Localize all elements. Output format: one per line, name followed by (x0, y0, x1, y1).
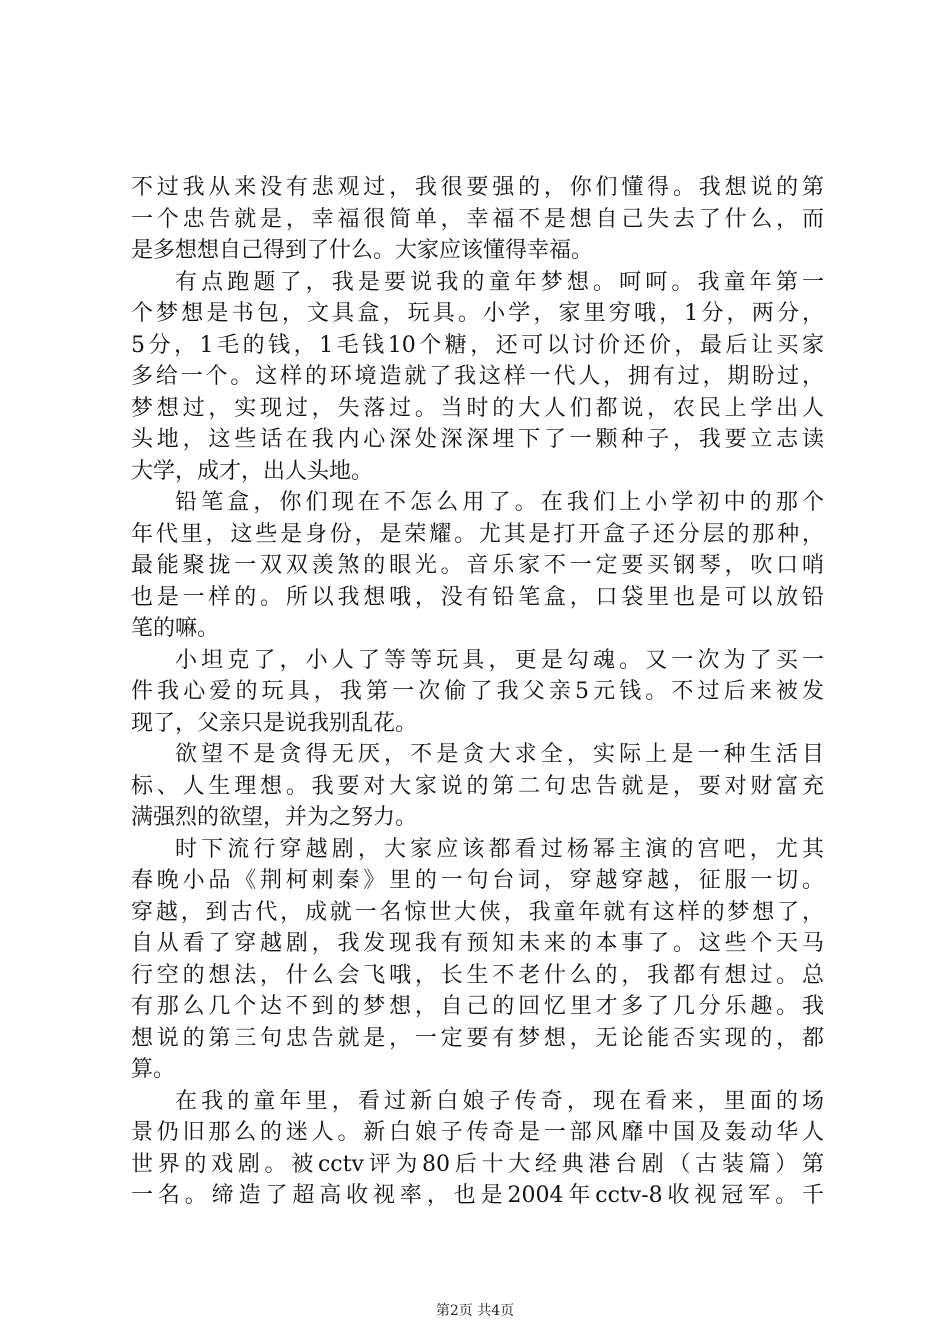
body-text (131, 172, 824, 1212)
text-line: 现了，父亲只是说我别乱花。 (131, 710, 418, 736)
text-line: 满强烈的欲望，并为之努力。 (131, 805, 418, 830)
text-line: 最能聚拢一双双羡煞的眼光。音乐家不一定要买钢琴，吹口哨 (131, 553, 824, 578)
text-line: 年代里，这些是身份，是荣耀。尤其是打开盒子还分层的那种， (131, 521, 824, 547)
text-line: 也是一样的。所以我想哦，没有铅笔盒，口袋里也是可以放铅 (131, 584, 824, 610)
page-footer (0, 1302, 950, 1320)
text-line: 个梦想是书包，文具盒，玩具。小学，家里穷哦，1分，两分， (131, 301, 824, 326)
text-line: 在我的童年里，看过新白娘子传奇，现在看来，里面的场 (175, 1088, 824, 1114)
text-line: 想说的第三句忠告就是，一定要有梦想，无论能否实现的，都 (131, 1025, 824, 1051)
text-line: 行空的想法，什么会飞哦，长生不老什么的，我都有想过。总 (131, 962, 824, 988)
text-line: 世界的戏剧。被cctv评为80后十大经典港台剧（古装篇）第 (131, 1151, 824, 1177)
text-line: 欲望不是贪得无厌，不是贪大求全，实际上是一种生活目 (175, 742, 824, 767)
text-line: 自从看了穿越剧，我发现我有预知未来的本事了。这些个天马 (131, 931, 824, 956)
text-line: 小坦克了，小人了等等玩具，更是勾魂。又一次为了买一 (175, 647, 824, 673)
text-line: 头地，这些话在我内心深处深深埋下了一颗种子，我要立志读 (131, 427, 824, 452)
text-line: 铅笔盒，你们现在不怎么用了。在我们上小学初中的那个 (175, 490, 824, 515)
text-line: 穿越，到古代，成就一名惊世大侠，我童年就有这样的梦想了， (131, 899, 824, 925)
text-line: 是多想想自己得到了什么。大家应该懂得幸福。 (131, 238, 594, 263)
text-line: 一个忠告就是，幸福很简单，幸福不是想自己失去了什么，而 (131, 206, 824, 232)
text-line: 不过我从来没有悲观过，我很要强的，你们懂得。我想说的第 (131, 175, 824, 200)
text-line: 有那么几个达不到的梦想，自己的回忆里才多了几分乐趣。我 (131, 994, 824, 1019)
text-line: 算。 (131, 1057, 176, 1082)
text-line: 春晚小品《荆柯刺秦》里的一句台词，穿越穿越，征服一切。 (131, 868, 824, 893)
text-line: 景仍旧那么的迷人。新白娘子传奇是一部风靡中国及轰动华人 (131, 1120, 824, 1145)
text-line: 一名。缔造了超高收视率，也是2004年cctv-8收视冠军。千 (131, 1183, 824, 1208)
text-line: 件我心爱的玩具，我第一次偷了我父亲5元钱。不过后来被发 (131, 679, 824, 704)
page-number-label: 第2页 共4页 (435, 1303, 515, 1319)
text-line: 笔的嘛。 (131, 616, 220, 641)
text-line: 多给一个。这样的环境造就了我这样一代人，拥有过，期盼过， (131, 364, 824, 389)
text-line: 时下流行穿越剧，大家应该都看过杨幂主演的宫吧，尤其 (175, 836, 824, 862)
text-line: 有点跑题了，我是要说我的童年梦想。呵呵。我童年第一 (175, 269, 824, 295)
text-line: 梦想过，实现过，失落过。当时的大人们都说，农民上学出人 (131, 395, 824, 421)
text-line: 5分，1毛的钱，1毛钱10个糖，还可以讨价还价，最后让买家 (131, 332, 824, 358)
text-line: 大学，成才，出人头地。 (131, 458, 374, 484)
text-line: 标、人生理想。我要对大家说的第二句忠告就是，要对财富充 (131, 773, 824, 799)
